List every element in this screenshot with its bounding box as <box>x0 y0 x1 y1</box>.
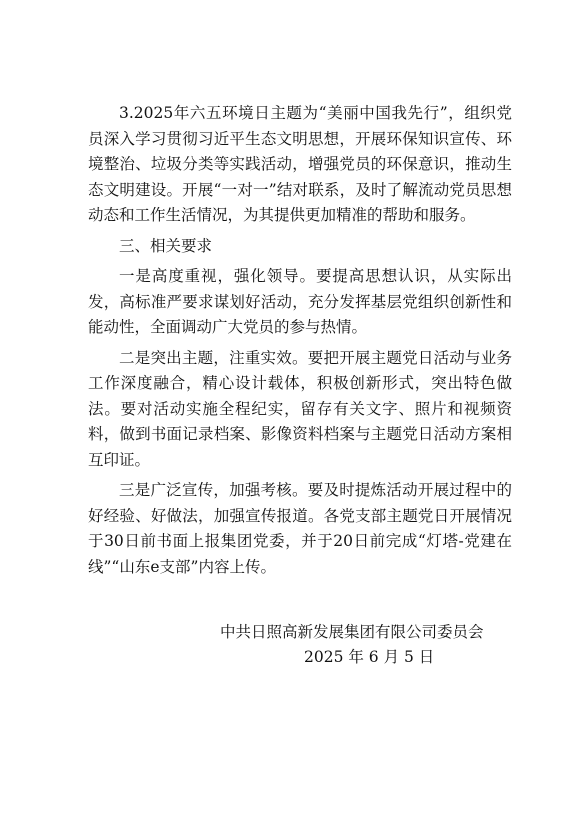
document-body <box>88 101 512 585</box>
signature-block <box>220 620 510 670</box>
signature-date: 2025 年 6 月 5 日 <box>304 648 435 666</box>
requirement-paragraph-1: 一是高度重视，强化领导。要提高思想认识，从实际出发，高标准严要求谋划好活动，充分发挥基层党组织创新性和能动性，全面调动广大党员的参与热情。 <box>88 267 512 336</box>
signature-organization: 中共日照高新发展集团有限公司委员会 <box>220 623 484 641</box>
requirement-paragraph-2: 二是突出主题，注重实效。要把开展主题党日活动与业务工作深度融合，精心设计载体，积极创新形式，突出特色做法。要对活动实施全程纪实，留存有关文字、照片和视频资料，做到书面记录档案、影像资料档案与主题党日活动方案相互印证。 <box>88 348 512 469</box>
section-heading: 三、相关要求 <box>119 236 213 255</box>
requirement-paragraph-3: 三是广泛宣传，加强考核。要及时提炼活动开展过程中的好经验、好做法，加强宣传报道。各党支部主题党日开展情况于30日前书面上报集团党委，并于20日前完成“灯塔-党建在线”“山东e支部”内容上传。 <box>88 481 512 576</box>
activity-paragraph: 3.2025年六五环境日主题为“美丽中国我先行”，组织党员深入学习贯彻习近平生态文明思想，开展环保知识宣传、环境整治、垃圾分类等实践活动，增强党员的环保意识，推动生态文明建设。开展“一对一”结对联系，及时了解流动党员思想动态和工作生活情况，为其提供更加精准的帮助和服务。 <box>88 104 512 224</box>
